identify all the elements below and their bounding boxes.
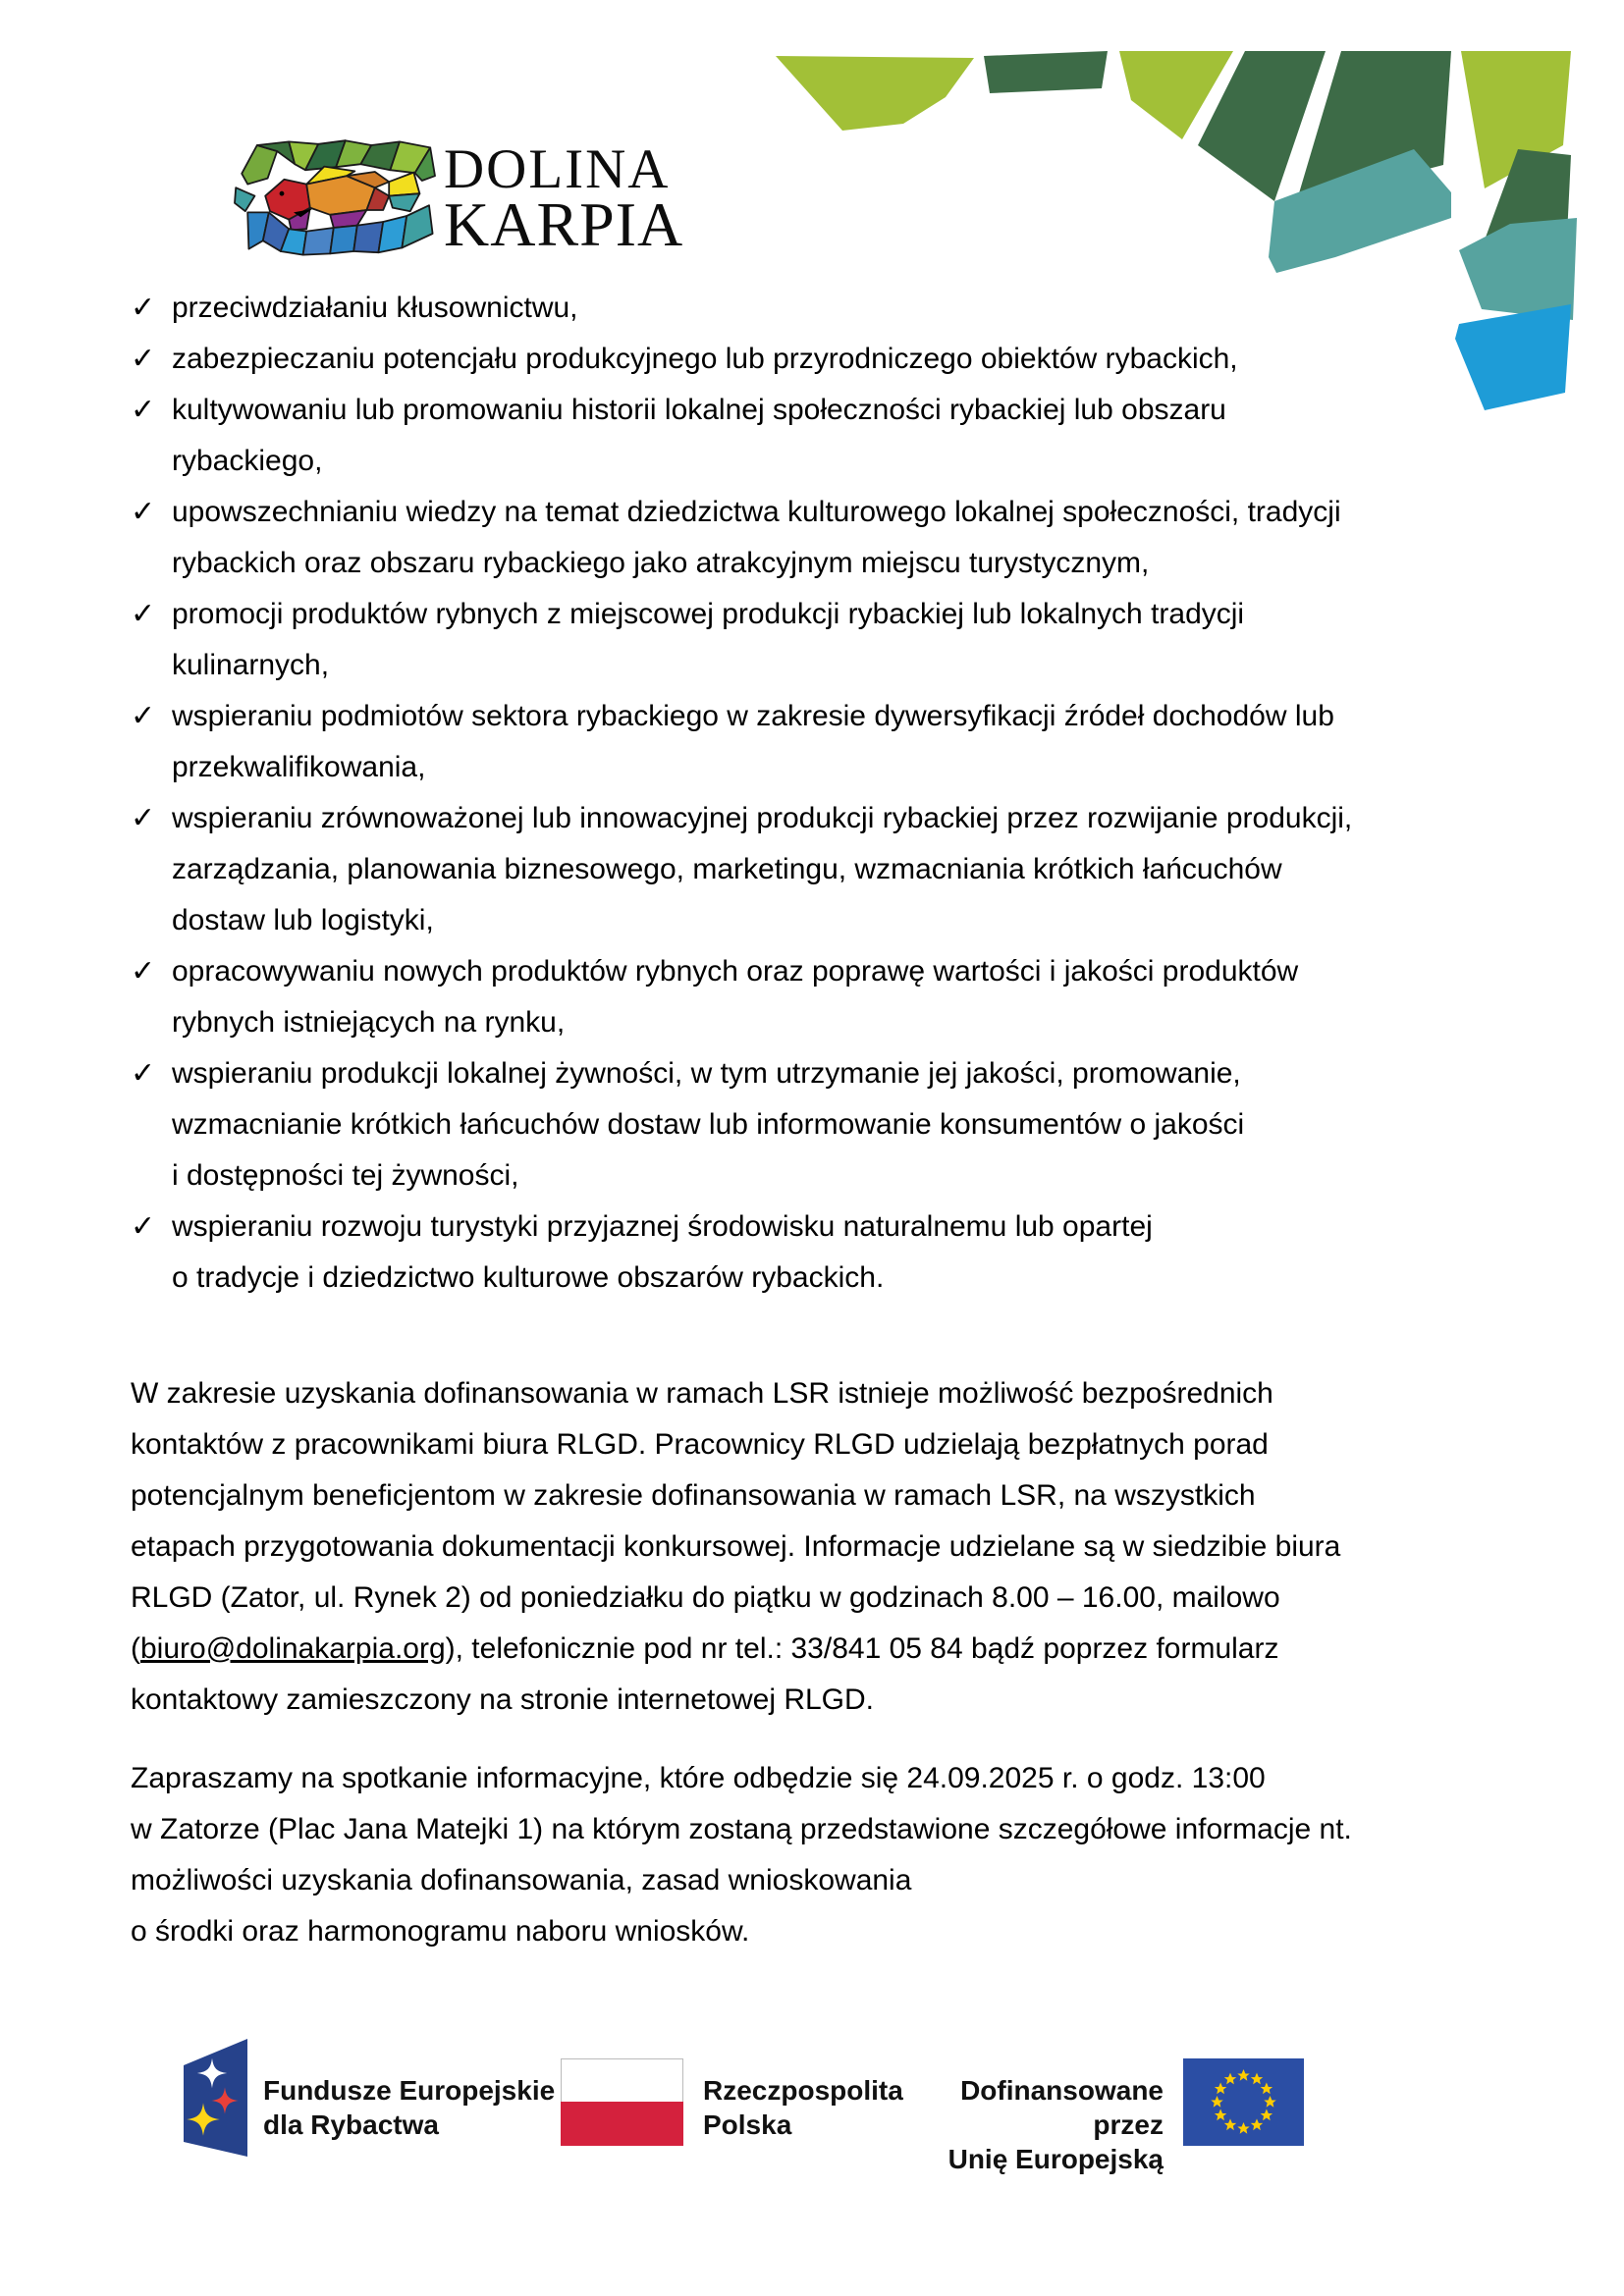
- paragraph-contact-info: [131, 1368, 1341, 1726]
- checkmark-icon: ✓: [131, 598, 156, 630]
- text-line: kontaktów z pracownikami biura RLGD. Pracownicy RLGD udzielają bezpłatnych porad: [131, 1428, 1269, 1461]
- text-line: przekwalifikowania,: [172, 751, 426, 783]
- text-line: RLGD (Zator, ul. Rynek 2) od poniedziałku do piątku w godzinach 8.00 – 16.00, mailowo: [131, 1581, 1280, 1614]
- text-line: rybackich oraz obszaru rybackiego jako atrakcyjnym miejscu turystycznym,: [172, 547, 1150, 579]
- bullet-list: [131, 283, 1353, 1304]
- text-line: upowszechnianiu wiedzy na temat dziedzictwa kulturowego lokalnej społeczności, tradycji: [172, 496, 1341, 528]
- text-line: wzmacnianie krótkich łańcuchów dostaw lub informowanie konsumentów o jakości: [172, 1108, 1245, 1141]
- list-item: [131, 793, 1353, 946]
- text-line: kulinarnych,: [172, 649, 330, 681]
- list-item: [131, 1048, 1289, 1201]
- text-line: wspieraniu podmiotów sektora rybackiego w zakresie dywersyfikacji źródeł dochodów lub: [172, 700, 1334, 732]
- text-line: zabezpieczaniu potencjału produkcyjnego lub przyrodniczego obiektów rybackich,: [172, 343, 1238, 375]
- list-item: [131, 1201, 1289, 1304]
- text-line: zarządzania, planowania biznesowego, marketingu, wzmacniania krótkich łańcuchów: [172, 853, 1282, 885]
- text-line: wspieraniu produkcji lokalnej żywności, w tym utrzymanie jej jakości, promowanie,: [172, 1057, 1241, 1090]
- email-post-text: ), telefonicznie pod nr tel.: 33/841 05 84 bądź poprzez formularz: [445, 1632, 1279, 1665]
- list-item: [131, 946, 1299, 1048]
- checkmark-icon: ✓: [131, 802, 156, 834]
- text-line: kontaktowy zamieszczony na stronie internetowej RLGD.: [131, 1683, 875, 1716]
- list-item: [131, 283, 1289, 334]
- logo-title-line2: KARPIA: [444, 189, 684, 259]
- list-item: [131, 385, 1289, 487]
- fish-mosaic-logo: [234, 139, 436, 257]
- poland-label-line2: Polska: [703, 2109, 792, 2140]
- text-line: kultywowaniu lub promowaniu historii lokalnej społeczności rybackiej lub obszaru: [172, 394, 1226, 426]
- eu-funding-label: [884, 2073, 1164, 2176]
- eu-flag-icon: [1183, 2058, 1304, 2146]
- email-link[interactable]: biuro@dolinakarpia.org: [140, 1632, 446, 1665]
- poland-flag-icon: [561, 2058, 683, 2146]
- text-line: Zapraszamy na spotkanie informacyjne, które odbędzie się 24.09.2025 r. o godz. 13:00: [131, 1762, 1266, 1794]
- text-line: dostaw lub logistyki,: [172, 904, 434, 936]
- checkmark-icon: ✓: [131, 394, 156, 426]
- email-pre-text: (: [131, 1632, 140, 1665]
- list-item: [131, 691, 1334, 793]
- checkmark-icon: ✓: [131, 343, 156, 375]
- text-line: i dostępności tej żywności,: [172, 1159, 519, 1192]
- checkmark-icon: ✓: [131, 496, 156, 528]
- text-line: etapach przygotowania dokumentacji konkursowej. Informacje udzielane są w siedzibie biura: [131, 1530, 1341, 1563]
- eu-funding-label-line1: Dofinansowane przez: [960, 2075, 1164, 2140]
- text-line: możliwości uzyskania dofinansowania, zasad wnioskowania: [131, 1864, 912, 1896]
- checkmark-icon: ✓: [131, 1210, 156, 1243]
- checkmark-icon: ✓: [131, 292, 156, 324]
- text-line: o środki oraz harmonogramu naboru wniosków.: [131, 1915, 750, 1948]
- eu-funding-label-line2: Unię Europejską: [947, 2144, 1164, 2174]
- text-line: w Zatorze (Plac Jana Matejki 1) na którym zostaną przedstawione szczegółowe informacje nt.: [131, 1813, 1352, 1845]
- paragraph-meeting-invite: [131, 1753, 1352, 1957]
- text-line: rybackiego,: [172, 445, 323, 477]
- text-line: wspieraniu rozwoju turystyki przyjaznej środowisku naturalnemu lub opartej: [172, 1210, 1153, 1243]
- list-item: [131, 487, 1341, 589]
- poland-label-line1: Rzeczpospolita: [703, 2075, 903, 2106]
- eu-funds-label-line2: dla Rybactwa: [263, 2109, 439, 2140]
- list-item: [131, 589, 1289, 691]
- text-line: przeciwdziałaniu kłusownictwu,: [172, 292, 578, 324]
- text-line: W zakresie uzyskania dofinansowania w ramach LSR istnieje możliwość bezpośrednich: [131, 1377, 1273, 1410]
- eu-funds-label-line1: Fundusze Europejskie: [263, 2075, 556, 2106]
- eu-funds-label: [263, 2073, 555, 2142]
- logo-title-line1: DOLINA: [444, 138, 671, 200]
- list-item: [131, 334, 1289, 385]
- text-line: opracowywaniu nowych produktów rybnych oraz poprawę wartości i jakości produktów: [172, 955, 1299, 988]
- checkmark-icon: ✓: [131, 1057, 156, 1090]
- logo-wordmark: [444, 138, 684, 259]
- checkmark-icon: ✓: [131, 955, 156, 988]
- text-line: rybnych istniejących na rynku,: [172, 1006, 566, 1039]
- text-line: wspieraniu zrównoważonej lub innowacyjnej produkcji rybackiej przez rozwijanie produkcji,: [172, 802, 1353, 834]
- text-line: o tradycje i dziedzictwo kulturowe obszarów rybackich.: [172, 1261, 885, 1294]
- text-line-with-email: [131, 1624, 1289, 1675]
- poland-label: [703, 2073, 903, 2142]
- eu-funds-flag-icon: [183, 2038, 248, 2158]
- text-line: promocji produktów rybnych z miejscowej produkcji rybackiej lub lokalnych tradycji: [172, 598, 1245, 630]
- text-line: potencjalnym beneficjentom w zakresie dofinansowania w ramach LSR, na wszystkich: [131, 1479, 1256, 1512]
- checkmark-icon: ✓: [131, 700, 156, 732]
